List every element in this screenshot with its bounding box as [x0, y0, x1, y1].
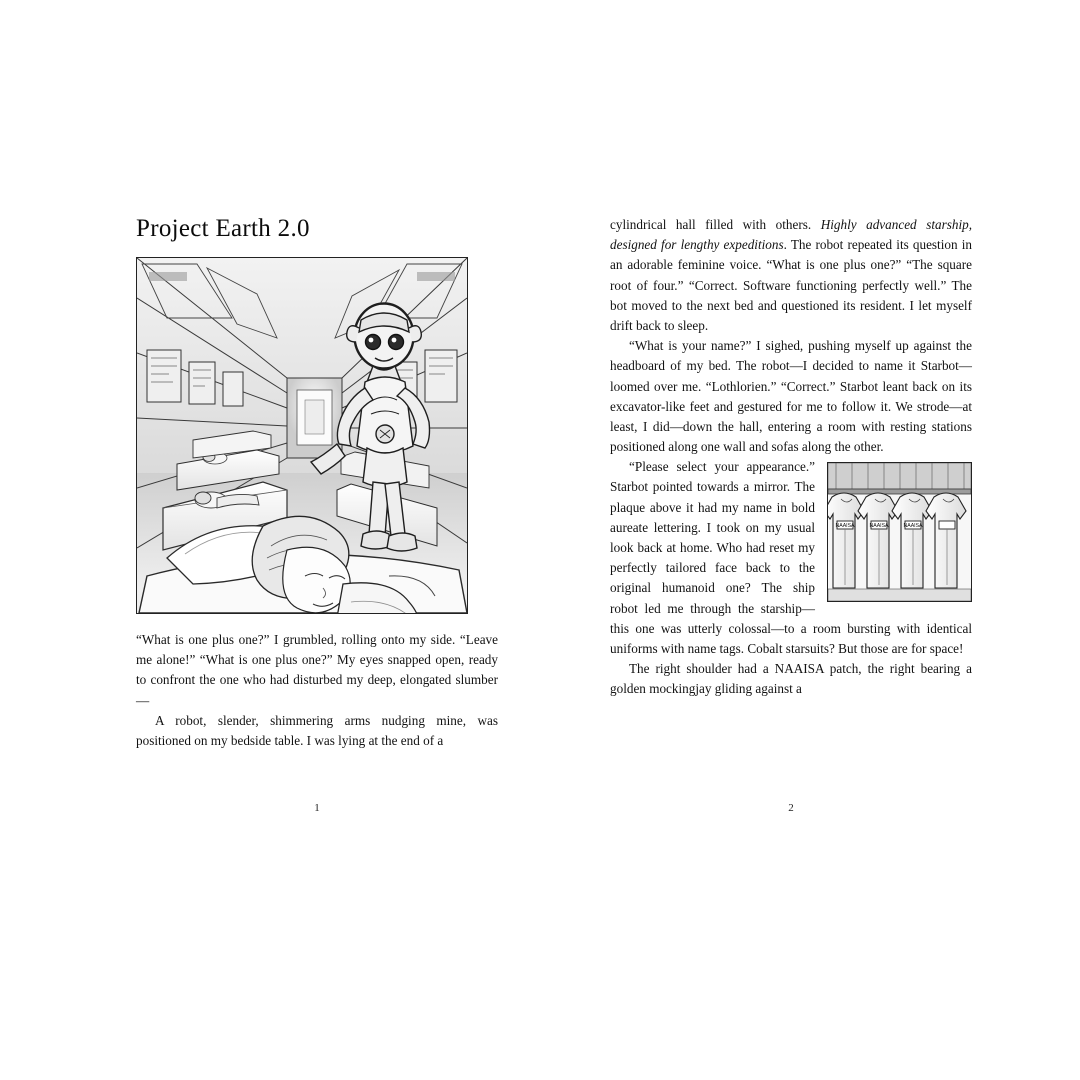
paragraph-4: The right shoulder had a NAAISA patch, the right bearing a golden mockingjay gliding against a — [610, 661, 972, 697]
right-page-body — [610, 215, 972, 700]
folio-left: 1 — [314, 802, 320, 814]
left-page — [136, 215, 498, 751]
paragraph-3: “Please select your appearance.” Starbot pointed towards a mirror. The plaque above it had my name in bold aureate lettering. I took on my usual look back at home. Who had reset my perfectly tailored face back to the original humanoid one? The ship robot led me through the starship—this one was utterly colossal—to a room bursting with identical uniforms with name tags. Cobalt starsuits? But those are for space! — [610, 459, 972, 656]
paragraph: A robot, slender, shimmering arms nudging mine, was positioned on my bedside table. I was lying at the end of a — [136, 712, 498, 748]
folio-right: 2 — [788, 802, 794, 814]
paragraph: “What is one plus one?” I grumbled, rolling onto my side. “Leave me alone!” “What is one plus one?” My eyes snapped open, ready to confront the one who had disturbed my deep, elongated slumber— — [136, 632, 498, 708]
left-page-body — [136, 630, 498, 751]
page-title: Project Earth 2.0 — [136, 215, 310, 242]
paragraph-seg-italic: Highly advanced starship, designed for lengthy expeditions — [610, 217, 972, 253]
suit-patch-label: NAAISA — [835, 523, 855, 530]
paragraph-2: “What is your name?” I sighed, pushing myself up against the headboard of my bed. The robot—I decided to name it Starbot—loomed over me. “Lothlorien.” “Correct.” Starbot leant back on its excavator-like feet and gestured for me to follow it. We strode—at least, I did—down the hall, entering a room with resting stations positioned along one wall and sofas along the other. — [610, 338, 972, 455]
suit-patch-label: NAAISA — [869, 523, 889, 530]
suit-patch-label: NAAISA — [903, 523, 923, 530]
right-page — [610, 215, 972, 700]
paragraph-seg: cylindrical hall filled with others. — [610, 217, 821, 232]
paragraph-seg: . The robot repeated its question in an adorable feminine voice. “What is one plus one?” “The square root of four.” “Correct. Software functioning perfectly well.” The bot moved to the next bed and questioned its resident. I let myself drift back to sleep. — [610, 237, 972, 333]
starship-dormitory-illustration — [136, 257, 468, 614]
paragraph-1 — [610, 215, 972, 336]
cobalt-starsuits-illustration — [827, 462, 972, 602]
